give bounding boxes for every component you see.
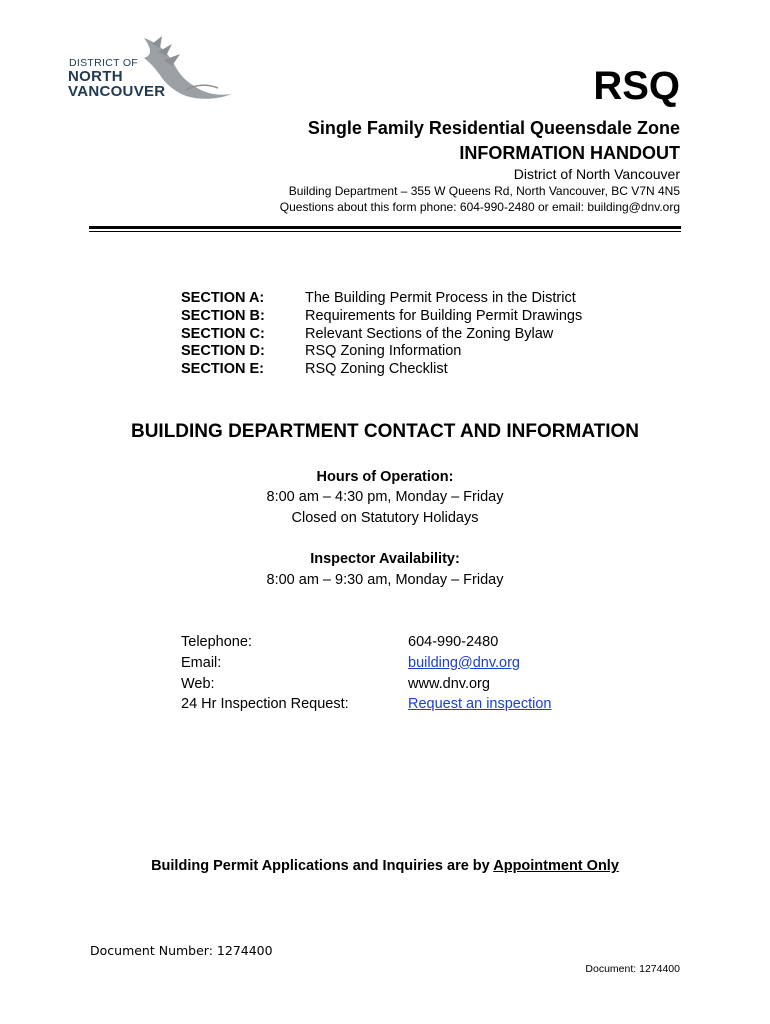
department-address: Building Department – 355 W Queens Rd, North Vancouver, BC V7N 4N5	[288, 184, 680, 198]
hours-heading: Hours of Operation:	[316, 469, 454, 485]
section-description: Relevant Sections of the Zoning Bylaw	[305, 325, 554, 342]
contact-label: Web:	[181, 675, 215, 692]
logo-line-3: VANCOUVER	[68, 83, 166, 100]
section-description: RSQ Zoning Information	[305, 343, 462, 360]
hours-line: 8:00 am – 4:30 pm, Monday – Friday	[266, 489, 504, 505]
document-number-footer: Document Number: 1274400	[90, 943, 273, 958]
request-inspection-link[interactable]: Request an inspection	[408, 696, 552, 713]
logo-line-1: DISTRICT OF	[69, 57, 139, 69]
section-item	[181, 326, 582, 344]
section-description: Requirements for Building Permit Drawings	[305, 307, 583, 324]
section-item	[181, 308, 582, 326]
contact-row-inspection	[181, 694, 552, 715]
contact-row-web	[181, 674, 552, 695]
section-label: SECTION D:	[181, 343, 265, 360]
document-number-small: Document: 1274400	[585, 963, 680, 975]
inspector-hours-line: 8:00 am – 9:30 am, Monday – Friday	[266, 572, 504, 588]
section-label: SECTION E:	[181, 361, 264, 378]
contact-label: Telephone:	[181, 634, 252, 650]
email-link[interactable]: building@dnv.org	[408, 654, 520, 671]
sections-list	[181, 290, 582, 379]
contact-heading: BUILDING DEPARTMENT CONTACT AND INFORMATION	[130, 421, 640, 442]
header-divider-thin	[89, 231, 681, 232]
section-description: RSQ Zoning Checklist	[305, 361, 448, 378]
questions-contact: Questions about this form phone: 604-990-2480 or email: building@dnv.org	[279, 200, 680, 214]
telephone-value: 604-990-2480	[408, 634, 499, 650]
zone-code: RSQ	[593, 64, 680, 108]
inspector-heading: Inspector Availability:	[310, 551, 460, 567]
section-item	[181, 361, 582, 379]
contact-label: 24 Hr Inspection Request:	[181, 696, 349, 713]
web-value: www.dnv.org	[408, 675, 490, 692]
organization-name: District of North Vancouver	[513, 166, 680, 182]
contact-table	[181, 632, 552, 715]
section-item	[181, 290, 582, 308]
district-logo	[66, 34, 236, 110]
appointment-emphasis: Appointment Only	[493, 858, 619, 874]
section-label: SECTION B:	[181, 307, 265, 324]
header-divider-thick	[89, 226, 681, 229]
contact-row-email	[181, 653, 552, 674]
section-label: SECTION C:	[181, 325, 265, 342]
document-subtitle: INFORMATION HANDOUT	[459, 143, 680, 163]
appointment-notice	[0, 858, 770, 874]
appointment-prefix: Building Permit Applications and Inquiries are by	[151, 858, 494, 874]
section-item	[181, 343, 582, 361]
section-description: The Building Permit Process in the District	[305, 290, 576, 306]
section-label: SECTION A:	[181, 290, 265, 306]
contact-label: Email:	[181, 654, 222, 671]
holidays-line: Closed on Statutory Holidays	[291, 510, 479, 526]
contact-row-telephone	[181, 632, 552, 653]
logo-line-2: NORTH	[68, 68, 123, 85]
document-title: Single Family Residential Queensdale Zone	[307, 118, 680, 138]
